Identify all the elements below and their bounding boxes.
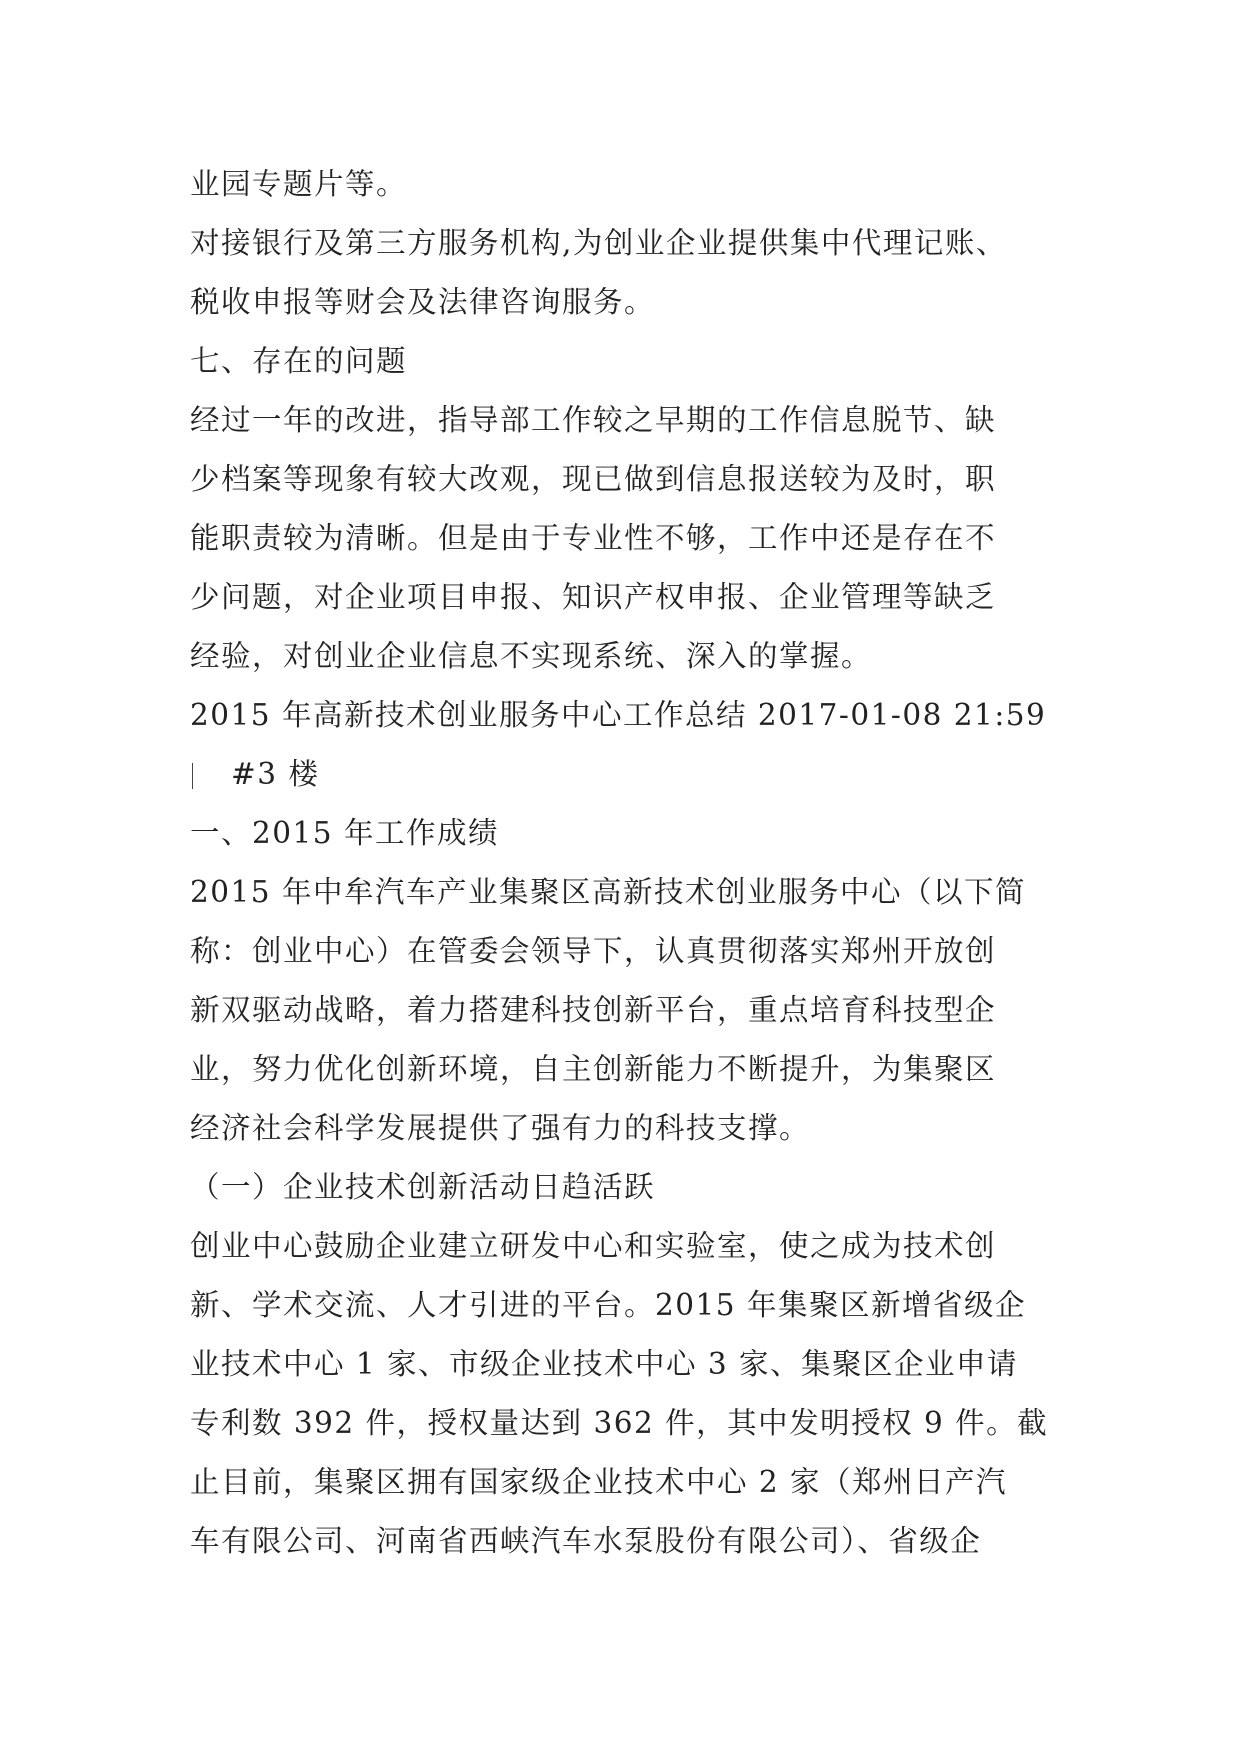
text-line: 少档案等现象有较大改观，现已做到信息报送较为及时，职 — [190, 462, 997, 496]
text-line: 新双驱动战略，着力搭建科技创新平台，重点培育科技型企 — [190, 993, 997, 1027]
text-line: 业，努力优化创新环境，自主创新能力不断提升，为集聚区 — [190, 1052, 997, 1086]
text-line: 经济社会科学发展提供了强有力的科技支撑。 — [190, 1111, 811, 1145]
section-heading: 一、2015 年工作成绩 — [190, 816, 499, 850]
text-line: 称：创业中心）在管委会领导下，认真贯彻落实郑州开放创 — [190, 934, 997, 968]
text-line: 业园专题片等。 — [190, 167, 408, 201]
text-line: 车有限公司、河南省西峡汽车水泵股份有限公司）、省级企 — [190, 1524, 982, 1558]
floor-label: #3 楼 — [231, 757, 320, 791]
text-line: 对接银行及第三方服务机构,为创业企业提供集中代理记账、 — [190, 226, 1007, 260]
text-line: 创业中心鼓励企业建立研发中心和实验室，使之成为技术创 — [190, 1229, 997, 1263]
post-title-line: 2015 年高新技术创业服务中心工作总结 2017-01-08 21:59 — [190, 698, 1047, 732]
text-line: 税收申报等财会及法律咨询服务。 — [190, 285, 656, 319]
text-line: 业技术中心 1 家、市级企业技术中心 3 家、集聚区企业申请 — [190, 1347, 1019, 1381]
text-line: 经过一年的改进，指导部工作较之早期的工作信息脱节、缺 — [190, 403, 997, 437]
divider-bar — [192, 763, 193, 789]
text-line: 2015 年中牟汽车产业集聚区高新技术创业服务中心（以下简 — [190, 875, 1026, 909]
document-body — [190, 155, 1090, 1571]
section-heading: 七、存在的问题 — [190, 344, 408, 378]
text-line: 止目前，集聚区拥有国家级企业技术中心 2 家（郑州日产汽 — [190, 1465, 1008, 1499]
text-line: 能职责较为清晰。但是由于专业性不够，工作中还是存在不 — [190, 521, 997, 555]
text-line: 新、学术交流、人才引进的平台。2015 年集聚区新增省级企 — [190, 1288, 1026, 1322]
floor-line — [190, 745, 1090, 804]
text-line: 少问题，对企业项目申报、知识产权申报、企业管理等缺乏 — [190, 580, 997, 614]
subsection-heading: （一）企业技术创新活动日趋活跃 — [190, 1170, 656, 1204]
text-line: 经验，对创业企业信息不实现系统、深入的掌握。 — [190, 639, 873, 673]
text-line: 专利数 392 件，授权量达到 362 件，其中发明授权 9 件。截 — [190, 1406, 1049, 1440]
